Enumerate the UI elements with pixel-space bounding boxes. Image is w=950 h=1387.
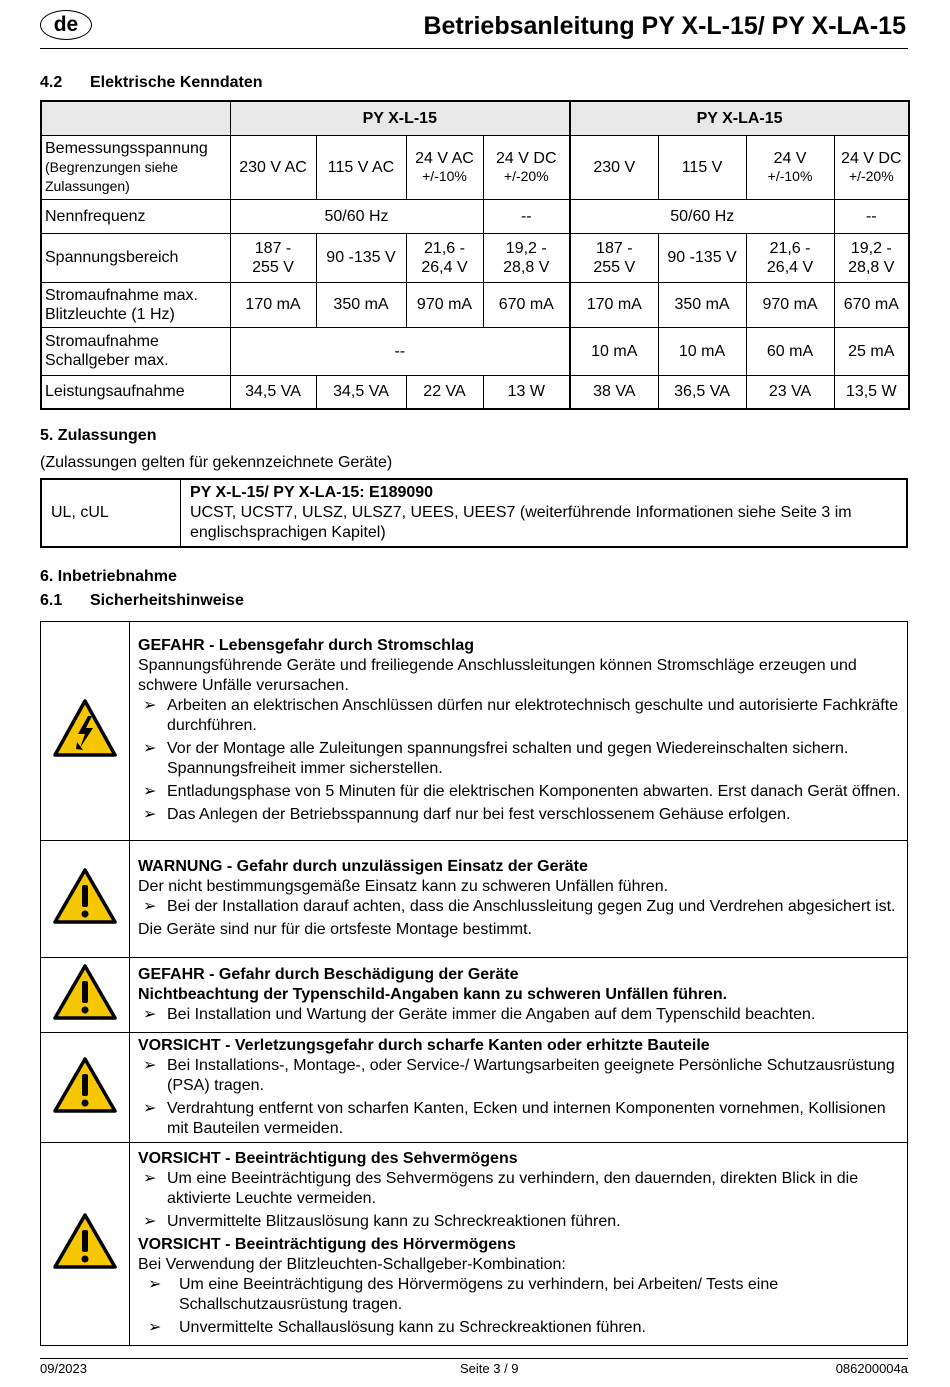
approvals-note: (Zulassungen gelten für gekennzeichnete Geräte) xyxy=(40,454,393,471)
hazard-icon-cell xyxy=(41,1143,130,1346)
header-divider xyxy=(40,48,908,49)
table-cell: 670 mA xyxy=(834,282,909,327)
document-title: Betriebsanleitung PY X-L-15/ PY X-LA-15 xyxy=(423,12,906,40)
table-row xyxy=(41,233,909,282)
table-cell xyxy=(570,135,658,199)
chevron-bullet-icon: ➢ xyxy=(148,1319,162,1336)
list-item xyxy=(138,1005,907,1025)
approval-listing: UCST, UCST7, ULSZ, ULSZ7, UEES, UEES7 (weiterführende Informationen siehe Seite 3 im englischsprachigen Kapitel) xyxy=(190,503,852,541)
section-number: 4.2 xyxy=(40,74,63,91)
table-cell xyxy=(746,233,834,282)
cell-line: 26,4 V xyxy=(766,258,814,276)
cell-value: 24 V xyxy=(773,150,807,167)
footer-divider xyxy=(40,1358,908,1359)
table-cell xyxy=(834,135,909,199)
safety-block-vision-hearing xyxy=(41,1143,908,1346)
row-label: Stromaufnahme max. Blitzleuchte (1 Hz) xyxy=(41,282,230,327)
table-cell: 350 mA xyxy=(316,282,406,327)
cell-value: 115 V AC xyxy=(327,158,395,176)
list-item xyxy=(138,897,907,917)
table-cell xyxy=(658,135,746,199)
approval-file-number: PY X-L-15/ PY X-LA-15: E189090 xyxy=(190,483,434,501)
table-cell xyxy=(230,233,316,282)
hazard-icon-cell xyxy=(41,622,130,841)
list-item xyxy=(138,696,907,736)
cell-line: 28,8 V xyxy=(848,258,895,276)
list-item-text: Verdrahtung entfernt von scharfen Kanten, Ecken und internen Komponenten vornehmen, Kollisionen mit Bauteilen vermeiden. xyxy=(167,1099,886,1137)
cell-line: 19,2 - xyxy=(505,239,547,257)
safety-intro-hearing: Bei Verwendung der Blitzleuchten-Schallgeber-Kombination: xyxy=(138,1256,566,1273)
table-cell: 90 -135 V xyxy=(658,233,746,282)
table-cell: 970 mA xyxy=(746,282,834,327)
cell-tolerance: +/-10% xyxy=(422,168,467,184)
footer-document-number: 086200004a xyxy=(835,1361,908,1376)
chevron-bullet-icon: ➢ xyxy=(143,1213,157,1230)
footer-date: 09/2023 xyxy=(40,1361,87,1376)
group-header-py-x-l-15: PY X-L-15 xyxy=(230,101,570,135)
section-4-2-heading xyxy=(40,74,263,92)
chevron-bullet-icon: ➢ xyxy=(143,898,157,915)
row-label-sub: (Begrenzungen siehe Zulassungen) xyxy=(45,158,179,194)
list-item-text: Um eine Beeinträchtigung des Hörvermögens zu verhindern, bei Arbeiten/ Tests eine Schallschutzausrüstung tragen. xyxy=(179,1276,779,1313)
chevron-bullet-icon: ➢ xyxy=(143,697,157,714)
list-item xyxy=(138,1318,907,1338)
list-item-text: Arbeiten an elektrischen Anschlüssen dürfen nur elektrotechnisch geschulte und autorisierte Fachkräfte durchführen. xyxy=(167,697,899,734)
warning-triangle-icon xyxy=(52,1056,118,1114)
safety-title: VORSICHT - Beeinträchtigung des Sehvermögens xyxy=(138,1150,518,1167)
table-cell: 10 mA xyxy=(658,327,746,375)
table-cell: 36,5 VA xyxy=(658,375,746,409)
list-item xyxy=(138,1056,907,1096)
table-cell: 90 -135 V xyxy=(316,233,406,282)
table-cell: 22 VA xyxy=(406,375,483,409)
section-5-heading: 5. Zulassungen xyxy=(40,427,157,444)
safety-intro: Spannungsführende Geräte und freiliegende Anschlussleitungen können Stromschläge erzeugen und schwere Unfälle verursachen. xyxy=(138,657,857,694)
language-badge: de xyxy=(40,10,92,40)
safety-text xyxy=(130,622,908,841)
list-item-text: Bei der Installation darauf achten, dass die Anschlussleitung gegen Zug und Verdrehen abgesichert ist. xyxy=(167,898,896,915)
safety-title: GEFAHR - Gefahr durch Beschädigung der Geräte xyxy=(138,965,519,983)
row-label-main: Bemessungsspannung xyxy=(45,139,208,157)
safety-list xyxy=(138,696,907,825)
table-cell: -- xyxy=(834,199,909,233)
row-label: Leistungsaufnahme xyxy=(41,375,230,409)
list-item-text: Bei Installations-, Montage-, oder Service-/ Wartungsarbeiten geeignete Persönliche Schutzausrüstung (PSA) tragen. xyxy=(167,1056,895,1094)
chevron-bullet-icon: ➢ xyxy=(143,806,157,823)
safety-list xyxy=(138,1056,907,1139)
safety-block-sharp-edges xyxy=(41,1033,908,1143)
table-cell: 10 mA xyxy=(570,327,658,375)
warning-triangle-icon xyxy=(52,867,118,925)
safety-block-device-damage xyxy=(41,958,908,1033)
row-label: Spannungsbereich xyxy=(41,233,230,282)
table-cell: 13,5 W xyxy=(834,375,909,409)
cell-line: 255 V xyxy=(252,258,294,276)
table-cell xyxy=(230,135,316,199)
list-item xyxy=(138,1169,907,1209)
safety-title: GEFAHR - Lebensgefahr durch Stromschlag xyxy=(138,637,475,654)
list-item-text: Unvermittelte Blitzauslösung kann zu Schreckreaktionen führen. xyxy=(167,1213,621,1230)
cell-value: 230 V xyxy=(593,158,636,176)
cell-line: 28,8 V xyxy=(503,258,550,276)
cell-value: 24 V DC xyxy=(496,150,557,167)
cell-tolerance: +/-10% xyxy=(767,168,813,184)
table-row xyxy=(41,282,909,327)
safety-title-hearing: VORSICHT - Beeinträchtigung des Hörvermögens xyxy=(138,1236,516,1253)
list-item xyxy=(138,782,907,802)
table-row xyxy=(41,375,909,409)
safety-outro: Die Geräte sind nur für die ortsfeste Montage bestimmt. xyxy=(138,921,532,938)
hazard-icon-cell xyxy=(41,1033,130,1143)
section-number: 6.1 xyxy=(40,592,63,609)
table-cell xyxy=(316,135,406,199)
chevron-bullet-icon: ➢ xyxy=(143,740,157,757)
chevron-bullet-icon: ➢ xyxy=(148,1276,162,1293)
table-cell: 34,5 VA xyxy=(230,375,316,409)
safety-list xyxy=(138,1169,907,1232)
safety-text xyxy=(130,958,908,1033)
cell-tolerance: +/-20% xyxy=(848,168,894,184)
table-cell xyxy=(570,233,658,282)
list-item xyxy=(138,739,907,779)
section-title: Sicherheitshinweise xyxy=(90,592,244,609)
safety-text xyxy=(130,1143,908,1346)
table-cell: 350 mA xyxy=(658,282,746,327)
table-cell: 670 mA xyxy=(483,282,570,327)
chevron-bullet-icon: ➢ xyxy=(143,1170,157,1187)
safety-list xyxy=(138,1275,907,1338)
safety-notes-table xyxy=(40,621,908,1346)
safety-block-misuse xyxy=(41,841,908,958)
table-cell: 50/60 Hz xyxy=(570,199,834,233)
list-item xyxy=(138,1099,907,1139)
cell-tolerance: +/-20% xyxy=(503,168,549,184)
table-cell xyxy=(483,233,570,282)
chevron-bullet-icon: ➢ xyxy=(143,1099,157,1117)
safety-block-electric-shock xyxy=(41,622,908,841)
chevron-bullet-icon: ➢ xyxy=(143,1005,157,1023)
cell-line: 21,6 - xyxy=(424,239,465,257)
row-label: Nennfrequenz xyxy=(41,199,230,233)
row-label: Stromaufnahme Schallgeber max. xyxy=(41,327,230,375)
chevron-bullet-icon: ➢ xyxy=(143,1056,157,1074)
table-cell: 25 mA xyxy=(834,327,909,375)
safety-title: VORSICHT - Verletzungsgefahr durch scharfe Kanten oder erhitzte Bauteile xyxy=(138,1036,710,1054)
chevron-bullet-icon: ➢ xyxy=(143,783,157,800)
approval-label: UL, cUL xyxy=(41,479,181,547)
section-6-heading: 6. Inbetriebnahme xyxy=(40,568,177,585)
table-cell: 13 W xyxy=(483,375,570,409)
safety-text xyxy=(130,841,908,958)
safety-list xyxy=(138,897,907,917)
list-item-text: Um eine Beeinträchtigung des Sehvermögens zu verhindern, den dauernden, direkten Blick in die aktivierte Leuchte vermeiden. xyxy=(167,1170,859,1207)
list-item-text: Entladungsphase von 5 Minuten für die elektrischen Komponenten abwarten. Erst danach Gerät öffnen. xyxy=(167,783,901,800)
cell-value: 24 V AC xyxy=(415,150,474,167)
cell-line: 187 - xyxy=(254,239,292,257)
list-item xyxy=(138,805,907,825)
safety-intro: Nichtbeachtung der Typenschild-Angaben kann zu schweren Unfällen führen. xyxy=(138,985,728,1003)
table-cell: 34,5 VA xyxy=(316,375,406,409)
list-item-text: Vor der Montage alle Zuleitungen spannungsfrei schalten und gegen Wiedereinschalten sichern. Spannungsfreiheit immer sicherstellen. xyxy=(167,740,849,777)
table-row xyxy=(41,135,909,199)
group-header-py-x-la-15: PY X-LA-15 xyxy=(570,101,909,135)
table-group-header-row xyxy=(41,101,909,135)
warning-triangle-icon xyxy=(52,963,118,1021)
safety-list xyxy=(138,1005,907,1025)
warning-triangle-icon xyxy=(52,1212,118,1270)
table-row xyxy=(41,479,907,547)
safety-title: WARNUNG - Gefahr durch unzulässigen Einsatz der Geräte xyxy=(138,858,588,875)
table-cell xyxy=(746,135,834,199)
cell-line: 19,2 - xyxy=(850,239,892,257)
safety-intro: Der nicht bestimmungsgemäße Einsatz kann zu schweren Unfällen führen. xyxy=(138,878,669,895)
electric-hazard-icon xyxy=(52,698,118,758)
section-title: Elektrische Kenndaten xyxy=(90,74,263,91)
table-cell: 170 mA xyxy=(570,282,658,327)
cell-line: 255 V xyxy=(593,258,636,276)
table-cell: 170 mA xyxy=(230,282,316,327)
section-6-1-heading xyxy=(40,592,244,610)
list-item xyxy=(138,1212,907,1232)
row-label xyxy=(41,135,230,199)
empty-corner-cell xyxy=(41,101,230,135)
table-cell: 50/60 Hz xyxy=(230,199,483,233)
table-row xyxy=(41,199,909,233)
cell-value: 230 V AC xyxy=(239,158,307,176)
table-row xyxy=(41,327,909,375)
footer-page-number: Seite 3 / 9 xyxy=(460,1361,519,1376)
cell-value: 115 V xyxy=(681,158,723,176)
safety-text xyxy=(130,1033,908,1143)
cell-line: 187 - xyxy=(596,239,633,257)
list-item-text: Das Anlegen der Betriebsspannung darf nur bei fest verschlossenem Gehäuse erfolgen. xyxy=(167,806,791,823)
electrical-data-table xyxy=(40,100,910,410)
table-cell xyxy=(834,233,909,282)
list-item xyxy=(138,1275,907,1315)
list-item-text: Unvermittelte Schallauslösung kann zu Schreckreaktionen führen. xyxy=(179,1319,646,1336)
table-cell xyxy=(406,233,483,282)
table-cell xyxy=(406,135,483,199)
cell-value: 24 V DC xyxy=(841,150,902,167)
list-item-text: Bei Installation und Wartung der Geräte immer die Angaben auf dem Typenschild beachten. xyxy=(167,1005,816,1023)
table-cell: 23 VA xyxy=(746,375,834,409)
hazard-icon-cell xyxy=(41,841,130,958)
cell-line: 21,6 - xyxy=(769,239,811,257)
table-cell: 60 mA xyxy=(746,327,834,375)
table-cell xyxy=(483,135,570,199)
table-cell: -- xyxy=(230,327,570,375)
approval-details xyxy=(181,479,908,547)
approvals-table xyxy=(40,478,908,548)
table-cell: 38 VA xyxy=(570,375,658,409)
hazard-icon-cell xyxy=(41,958,130,1033)
table-cell: -- xyxy=(483,199,570,233)
cell-line: 26,4 V xyxy=(421,258,468,276)
table-cell: 970 mA xyxy=(406,282,483,327)
